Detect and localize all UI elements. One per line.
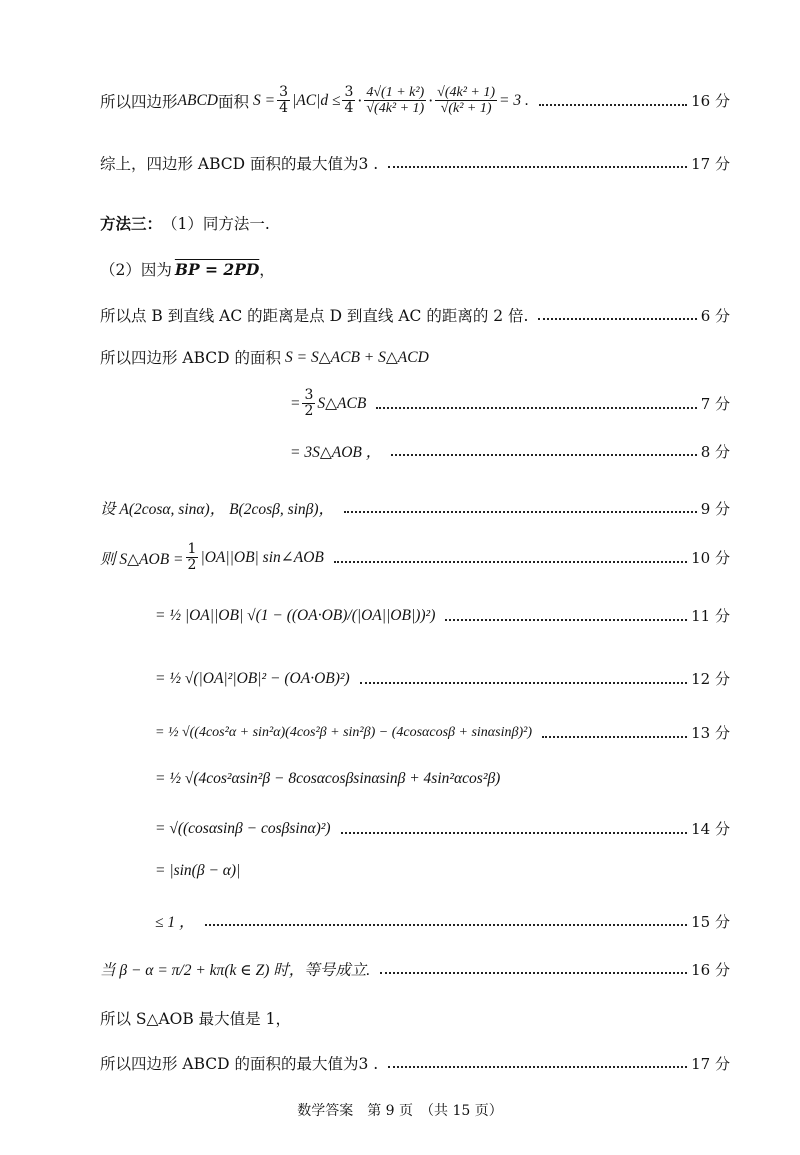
text: 所以四边形 xyxy=(100,92,178,111)
math: ≤ 1 ， xyxy=(155,914,195,931)
math: = |sin(β − α)| xyxy=(155,862,241,879)
math: = ½ √(4cos²αsin²β − 8cosαcosβsinαsinβ + 4sin²αcos²β) xyxy=(155,770,501,787)
line-final xyxy=(100,1052,730,1074)
score: 10 分 xyxy=(691,549,730,568)
math: S = S△ACB + S△ACD xyxy=(285,348,429,366)
leader-dots xyxy=(344,511,697,513)
line-step7 xyxy=(290,388,730,420)
text: 所以点 B 到直线 AC 的距离是点 D 到直线 AC 的距离的 2 倍. xyxy=(100,307,529,325)
score: 12 分 xyxy=(691,670,730,688)
text: （2）因为 xyxy=(100,261,172,279)
score: 13 分 xyxy=(691,724,730,742)
math: = ½ √(|OA|²|OB|² − (OA·OB)²) xyxy=(155,669,350,687)
math: = ½ |OA||OB| √(1 − ((OA·OB)/(|OA||OB|))²) xyxy=(155,606,436,624)
math: BP = 2PD xyxy=(174,259,260,279)
math: = ½ √((4cos²α + sin²α)(4cos²β + sin²β) − (4cosαcosβ + sinαsinβ)²) xyxy=(155,724,532,740)
leader-dots xyxy=(445,619,687,621)
line-vector-condition xyxy=(100,258,730,280)
leader-dots xyxy=(380,972,687,974)
line-max-triangle xyxy=(100,1007,730,1029)
leader-dots xyxy=(388,166,687,168)
leader-dots xyxy=(538,318,696,320)
line-step11 xyxy=(155,605,730,626)
math: = 3 . xyxy=(499,91,529,109)
leader-dots xyxy=(341,832,688,834)
leader-dots xyxy=(205,924,688,926)
score: 6 分 xyxy=(700,306,730,325)
score: 17 分 xyxy=(691,154,730,173)
leader-dots xyxy=(376,407,696,409)
score: 8 分 xyxy=(700,442,730,461)
text: 综上，四边形 ABCD 面积的最大值为3 . xyxy=(100,155,379,173)
method-label: 方法三： xyxy=(100,215,163,233)
fraction: $\frac{3}{4}$ xyxy=(279,84,289,117)
score: 7 分 xyxy=(700,395,730,414)
score: 15 分 xyxy=(691,912,730,931)
math: 设 A(2cosα, sinα)， B(2cosβ, sinβ)， xyxy=(100,501,335,518)
leader-dots xyxy=(360,682,687,684)
line-step13 xyxy=(155,722,730,743)
score: 17 分 xyxy=(691,1054,730,1073)
text: ABCD xyxy=(177,91,218,109)
math: |AC|d ≤ xyxy=(292,91,341,109)
math: 则 S△AOB = xyxy=(100,550,184,568)
score: 9 分 xyxy=(700,499,730,518)
line-area-bound: 所以四边形 ABCD 面积 S = $\frac{3}{4}$ |AC|d ≤ $\frac{3}{4}$ · $\frac{\text{4√(1 + k²)}}{\text{√(4k² + 1)}}$ · $\frac{\text{√(4k² + 1)}}{\text{√(k² + 1)}}$ = 3 . 16 分 xyxy=(100,84,730,117)
text: 面积 xyxy=(217,92,249,111)
line-step12 xyxy=(155,668,730,689)
line-distance xyxy=(100,304,730,326)
score: 11 分 xyxy=(691,607,730,625)
fraction: $\frac{1}{2}$ xyxy=(187,541,197,574)
fraction: $\frac{3}{2}$ xyxy=(304,387,314,420)
line-step14 xyxy=(155,818,730,839)
line-step10 xyxy=(100,542,730,574)
score: 16 分 xyxy=(691,92,730,111)
line-method3 xyxy=(100,212,730,234)
line-equality xyxy=(100,958,730,980)
leader-dots xyxy=(539,104,687,106)
math: = √((cosαsinβ − cosβsinα)²) xyxy=(155,819,331,837)
math: = 3S△AOB ， xyxy=(290,444,382,461)
line-conclusion xyxy=(100,152,730,174)
leader-dots xyxy=(542,736,687,738)
leader-dots xyxy=(334,561,687,563)
text: 所以 S△AOB 最大值是 1， xyxy=(100,1010,291,1028)
line-step13b xyxy=(155,770,730,788)
line-area-sum xyxy=(100,346,730,368)
line-step15 xyxy=(155,910,730,932)
text: 所以四边形 ABCD 的面积 xyxy=(100,349,282,367)
math: S = xyxy=(253,91,276,109)
math: |OA||OB| sin∠AOB xyxy=(200,549,324,567)
score: 16 分 xyxy=(691,960,730,979)
line-set-points xyxy=(100,497,730,519)
page-footer: 数学答案 第 9 页 （共 15 页） xyxy=(297,1103,503,1119)
leader-dots xyxy=(391,454,696,456)
math: = xyxy=(290,394,301,412)
fraction: $\frac{\text{√(4k² + 1)}}{\text{√(k² + 1)}}$ xyxy=(437,85,496,117)
text: （1）同方法一. xyxy=(162,215,270,233)
math: S△ACB xyxy=(317,395,367,413)
score: 14 分 xyxy=(691,820,730,838)
leader-dots xyxy=(388,1066,687,1068)
fraction: $\frac{3}{4}$ xyxy=(344,84,354,117)
line-step8 xyxy=(290,440,730,462)
math: 当 β − α = π/2 + kπ(k ∈ Z) 时，等号成立. xyxy=(100,962,371,979)
line-step14b xyxy=(155,862,730,880)
text: ， xyxy=(259,261,275,279)
text: 所以四边形 ABCD 的面积的最大值为3 . xyxy=(100,1055,379,1073)
fraction: $\frac{\text{4√(1 + k²)}}{\text{√(4k² + 1)}}$ xyxy=(366,85,425,117)
